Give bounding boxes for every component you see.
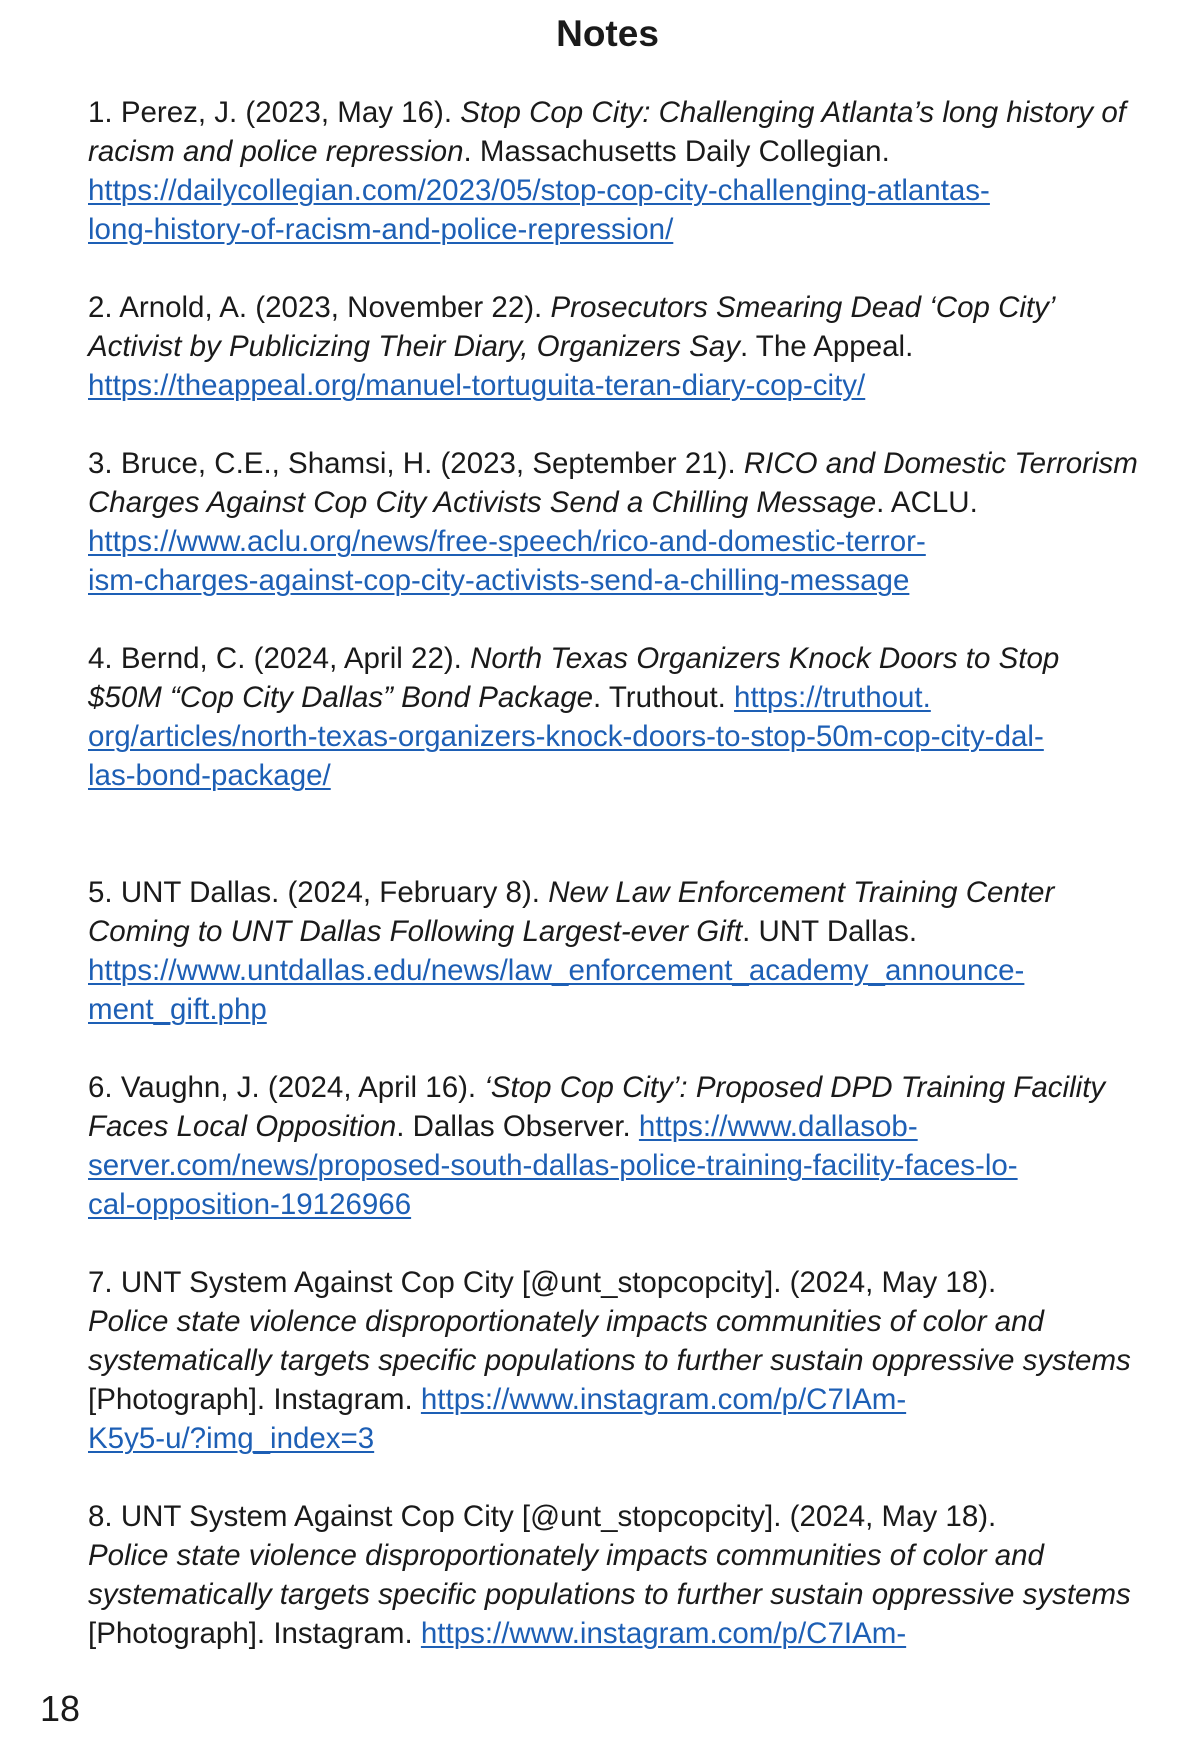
- notes-list: [88, 93, 1138, 1653]
- note-title: Police state violence disproportionately impacts communities of color and systematically targets specific populations to further sustain oppressive systems: [88, 1305, 1131, 1377]
- note-number: 1.: [88, 96, 113, 129]
- note-link[interactable]: https://www.aclu.org/news/free-speech/rico-and-domestic-terror- ism-charges-against-cop-city-activists-send-a-chilling-message: [88, 525, 926, 597]
- note-source: . Truthout.: [593, 681, 735, 714]
- note-link[interactable]: https://theappeal.org/manuel-tortuguita-teran-diary-cop-city/: [88, 369, 866, 402]
- note-source: . Massachusetts Daily Collegian.: [463, 135, 890, 168]
- note-link[interactable]: https://www.instagram.com/p/C7IAm-: [420, 1617, 907, 1650]
- note-citation: UNT System Against Cop City [@unt_stopcopcity]. (2024, May 18).: [120, 1266, 997, 1299]
- note-number: 7.: [88, 1266, 113, 1299]
- note-number: 2.: [88, 291, 113, 324]
- note-source: . ACLU.: [876, 486, 978, 519]
- note-citation: Bernd, C. (2024, April 22).: [120, 642, 471, 675]
- note-source: . Dallas Observer.: [396, 1110, 639, 1143]
- note-5: [88, 873, 1138, 1029]
- note-number: 8.: [88, 1500, 113, 1533]
- note-citation: Vaughn, J. (2024, April 16).: [120, 1071, 485, 1104]
- note-citation: UNT System Against Cop City [@unt_stopcopcity]. (2024, May 18).: [120, 1500, 997, 1533]
- note-citation: Arnold, A. (2023, November 22).: [119, 291, 551, 324]
- note-source: . UNT Dallas.: [742, 915, 918, 948]
- note-1: [88, 93, 1138, 249]
- note-title: Prosecutors Smearing Dead ‘Cop City’ Activist by Publicizing Their Diary, Organizers Say: [88, 291, 1054, 363]
- note-8: [88, 1497, 1138, 1653]
- page-number: 18: [40, 1688, 81, 1729]
- note-source: [Photograph]. Instagram.: [88, 1383, 421, 1416]
- note-7: [88, 1263, 1138, 1458]
- note-3: [88, 444, 1138, 600]
- note-title: RICO and Domestic Terrorism Charges Against Cop City Activists Send a Chilling Message: [88, 447, 1138, 519]
- note-title: ‘Stop Cop City’: Proposed DPD Training Facility Faces Local Opposition: [88, 1071, 1106, 1143]
- note-title: New Law Enforcement Training Center Coming to UNT Dallas Following Largest-ever Gift: [88, 876, 1055, 948]
- note-citation: Bruce, C.E., Shamsi, H. (2023, September 21).: [120, 447, 744, 480]
- page-title: Notes: [556, 13, 659, 54]
- note-number: 6.: [88, 1071, 113, 1104]
- note-link[interactable]: https://truthout. org/articles/north-texas-organizers-knock-doors-to-stop-50m-cop-city-dal- las-bond-package/: [88, 681, 1044, 792]
- note-4: [88, 639, 1138, 795]
- note-source: . The Appeal.: [739, 330, 914, 363]
- note-title: Police state violence disproportionately impacts communities of color and systematically targets specific populations to further sustain oppressive systems: [88, 1539, 1131, 1611]
- note-citation: UNT Dallas. (2024, February 8).: [120, 876, 549, 909]
- note-title: Stop Cop City: Challenging Atlanta’s long history of racism and police repression: [88, 96, 1126, 168]
- note-link[interactable]: https://www.instagram.com/p/C7IAm- K5y5-u/?img_index=3: [88, 1383, 907, 1455]
- note-number: 5.: [88, 876, 113, 909]
- note-2: [88, 288, 1138, 405]
- note-title: North Texas Organizers Knock Doors to Stop $50M “Cop City Dallas” Bond Package: [88, 642, 1060, 714]
- note-link[interactable]: https://www.dallasob- server.com/news/proposed-south-dallas-police-training-facility-faces-lo- cal-opposition-19126966: [88, 1110, 1018, 1221]
- note-citation: Perez, J. (2023, May 16).: [120, 96, 461, 129]
- note-6: [88, 1068, 1138, 1224]
- note-number: 3.: [88, 447, 113, 480]
- note-link[interactable]: https://www.untdallas.edu/news/law_enforcement_academy_announce- ment_gift.php: [88, 954, 1025, 1026]
- note-number: 4.: [88, 642, 113, 675]
- note-link[interactable]: https://dailycollegian.com/2023/05/stop-cop-city-challenging-atlantas- long-history-of-racism-and-police-repression/: [88, 174, 990, 246]
- note-source: [Photograph]. Instagram.: [88, 1617, 421, 1650]
